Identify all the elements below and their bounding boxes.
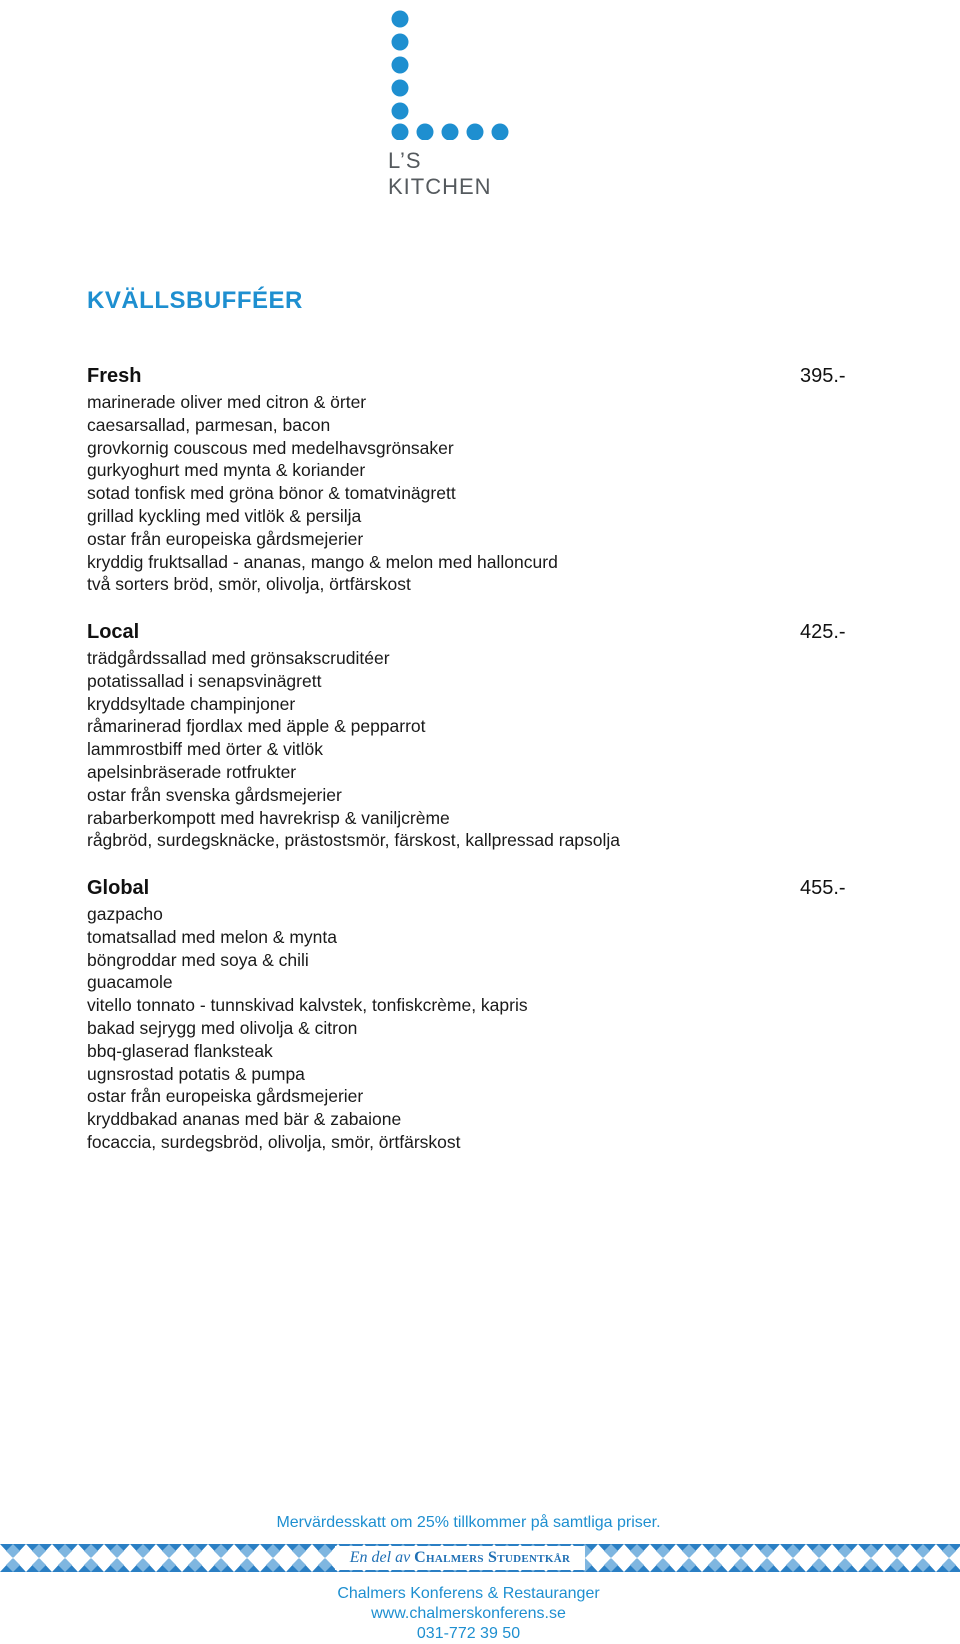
menu-item: ostar från europeiska gårdsmejerier — [87, 528, 364, 549]
menu-item: potatissallad i senapsvinägrett — [87, 670, 322, 691]
menu-item: guacamole — [87, 972, 173, 993]
logo-text: L’S KITCHEN — [388, 148, 492, 199]
menu-item: kryddsyltade champinjoner — [87, 693, 296, 714]
section-price: 395.- — [800, 365, 846, 387]
menu-item: trädgårdssallad med grönsakscruditéer — [87, 648, 390, 668]
section-name: Local — [87, 621, 140, 643]
menu-item: två sorters bröd, smör, olivolja, örtfärskost — [87, 574, 411, 595]
menu-section-global — [87, 877, 847, 1154]
footer-band — [0, 1544, 960, 1572]
menu-item: lammrostbiff med örter & vitlök — [87, 739, 323, 760]
menu-item: ostar från svenska gårdsmejerier — [87, 784, 342, 805]
band-label — [335, 1546, 585, 1570]
menu-item: caesarsallad, parmesan, bacon — [87, 414, 331, 435]
logo — [388, 10, 538, 199]
menu-item: rågbröd, surdegsknäcke, prästostsmör, färskost, kallpressad rapsolja — [87, 830, 621, 851]
menu-item: gazpacho — [87, 904, 163, 924]
band-prefix: En del av — [349, 1549, 411, 1566]
menu-item: bbq-glaserad flanksteak — [87, 1040, 273, 1061]
menu-item: kryddbakad ananas med bär & zabaione — [87, 1109, 402, 1130]
menu-item: focaccia, surdegsbröd, olivolja, smör, örtfärskost — [87, 1131, 461, 1152]
logo-dots-icon — [388, 10, 528, 140]
menu-item: bakad sejrygg med olivolja & citron — [87, 1017, 358, 1038]
menu-item: råmarinerad fjordlax med äpple & pepparrot — [87, 716, 426, 737]
page-title: KVÄLLSBUFFÉER — [87, 287, 303, 314]
menu-item: ugnsrostad potatis & pumpa — [87, 1063, 305, 1084]
section-name: Global — [87, 877, 150, 899]
menu-item: apelsinbräserade rotfrukter — [87, 761, 297, 782]
menu-item: sotad tonfisk med gröna bönor & tomatvinägrett — [87, 483, 456, 504]
menu-item: böngroddar med soya & chili — [87, 949, 309, 970]
section-price: 425.- — [800, 621, 846, 643]
menu-section-local — [87, 621, 847, 852]
menu-item: gurkyoghurt med mynta & koriander — [87, 460, 366, 481]
menu-item: vitello tonnato - tunnskivad kalvstek, tonfiskcrème, kapris — [87, 995, 528, 1016]
menu-item: rabarberkompott med havrekrisp & vaniljcrème — [87, 807, 450, 828]
menu-section-fresh — [87, 365, 847, 596]
menu-item: ostar från europeiska gårdsmejerier — [87, 1086, 364, 1107]
menu-item: tomatsallad med melon & mynta — [87, 926, 337, 947]
menu-item: marinerade oliver med citron & örter — [87, 392, 367, 412]
footer-website[interactable]: www.chalmerskonferens.se — [371, 1605, 566, 1622]
section-price: 455.- — [800, 877, 846, 899]
footer-contact — [0, 1584, 937, 1644]
menu-item: grillad kyckling med vitlök & persilja — [87, 505, 362, 526]
menu-item: kryddig fruktsallad - ananas, mango & melon med halloncurd — [87, 551, 558, 572]
vat-note: Mervärdesskatt om 25% tillkommer på samtliga priser. — [276, 1514, 661, 1531]
menu-item: grovkornig couscous med medelhavsgrönsaker — [87, 437, 454, 458]
band-brand: Chalmers Studentkår — [414, 1549, 571, 1566]
footer-company: Chalmers Konferens & Restauranger — [337, 1585, 600, 1602]
footer-phone: 031-772 39 50 — [416, 1625, 521, 1642]
section-name: Fresh — [87, 365, 142, 387]
